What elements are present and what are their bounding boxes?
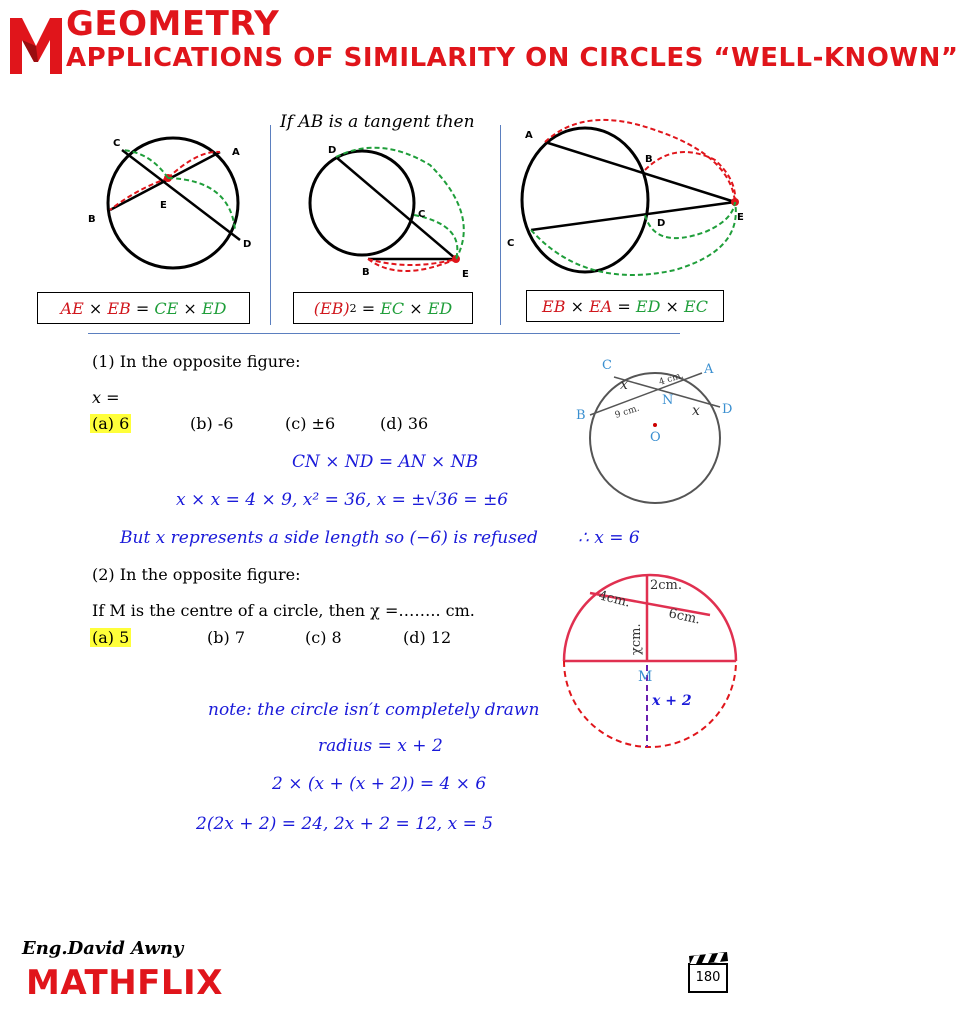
figure-tangent-secant [300, 135, 490, 285]
q1-label-n: N [662, 393, 674, 408]
horizontal-divider [88, 333, 680, 334]
q1-label-a: A [704, 362, 714, 377]
q1-label-x2: x [692, 403, 700, 419]
q2-label-x-plus-2: x + 2 [652, 693, 692, 709]
q1-var: x = [92, 388, 120, 407]
q1-option-c: (c) ±6 [285, 414, 336, 433]
q1-solution-line3: But x represents a side length so (−6) is refused [120, 528, 538, 548]
fig3-label-d: D [657, 218, 666, 229]
divider-1 [270, 125, 271, 325]
header-subject: GEOMETRY [66, 4, 280, 44]
q1-solution-line2: x × x = 4 × 9, x² = 36, x = ±√36 = ±6 [176, 490, 509, 510]
q1-solution-conclusion: ∴ x = 6 [578, 528, 640, 548]
q1-label-x1: x [620, 377, 628, 393]
q1-label-b: B [576, 408, 586, 423]
q1-figure [570, 355, 760, 515]
fig3-label-a: A [525, 130, 533, 141]
q2-label-4cm: 4cm. [597, 588, 632, 611]
q2-solution-radius: radius = x + 2 [318, 736, 443, 756]
fig2-label-d: D [328, 145, 337, 156]
fig3-label-b: B [645, 154, 653, 165]
q1-option-b: (b) -6 [190, 414, 234, 433]
formula-tangent-secant: (EB) 2 = EC × ED [293, 292, 473, 324]
q1-label-c: C [602, 358, 612, 373]
page-title: APPLICATIONS OF SIMILARITY ON CIRCLES “WELL-KNOWN” [66, 43, 958, 73]
divider-2 [500, 125, 501, 325]
tangent-note: If AB is a tangent then [280, 112, 475, 132]
fig1-label-c: C [113, 138, 121, 149]
q2-option-b: (b) 7 [207, 628, 245, 647]
q2-solution-equation: 2 × (x + (x + 2)) = 4 × 6 [272, 774, 487, 794]
fig2-label-b: B [362, 267, 370, 278]
fig1-label-b: B [88, 214, 96, 225]
q2-option-c: (c) 8 [305, 628, 342, 647]
page-number: 180 [695, 970, 721, 985]
q2-label-xcm: χcm. [629, 623, 644, 655]
q1-label-o: O [650, 430, 661, 445]
fig3-label-e: E [737, 212, 744, 223]
q2-text: If M is the centre of a circle, then χ =…….. cm. [92, 601, 475, 620]
q1-label-4cm: 4 cm. [657, 370, 685, 388]
q1-label-9cm: 9 cm. [613, 403, 641, 421]
formula-two-secants: EB × EA = ED × EC [526, 290, 724, 322]
q1-option-d: (d) 36 [380, 414, 429, 433]
q1-label-d: D [722, 402, 733, 417]
q1-prompt: (1) In the opposite figure: [92, 352, 301, 371]
q1-option-a: (a) 6 [92, 414, 130, 433]
q2-label-2cm: 2cm. [650, 578, 683, 593]
brand-logo: MATHFLIX [26, 963, 223, 1003]
q2-label-m: M [638, 669, 653, 685]
figure-intersecting-chords [80, 130, 270, 280]
fig1-label-a: A [232, 147, 240, 158]
q2-figure [560, 565, 760, 765]
fig2-label-c: C [418, 209, 426, 220]
fig1-label-e: E [160, 200, 167, 211]
fig2-label-e: E [462, 269, 469, 280]
fig1-label-d: D [243, 239, 252, 250]
mathflix-logo-m-icon [8, 14, 64, 76]
q2-prompt: (2) In the opposite figure: [92, 565, 301, 584]
author-name: Eng.David Awny [22, 938, 184, 959]
q2-option-d: (d) 12 [403, 628, 452, 647]
figure-two-secants [505, 120, 755, 290]
fig3-label-c: C [507, 238, 515, 249]
q2-solution-result: 2(2x + 2) = 24, 2x + 2 = 12, x = 5 [196, 814, 494, 834]
q2-option-a: (a) 5 [92, 628, 130, 647]
q2-solution-note: note: the circle isn′t completely drawn [208, 700, 540, 720]
formula-intersecting-chords: AE × EB = CE × ED [37, 292, 250, 324]
q2-label-6cm: 6cm. [667, 606, 702, 628]
q1-solution-line1: CN × ND = AN × NB [292, 452, 479, 472]
